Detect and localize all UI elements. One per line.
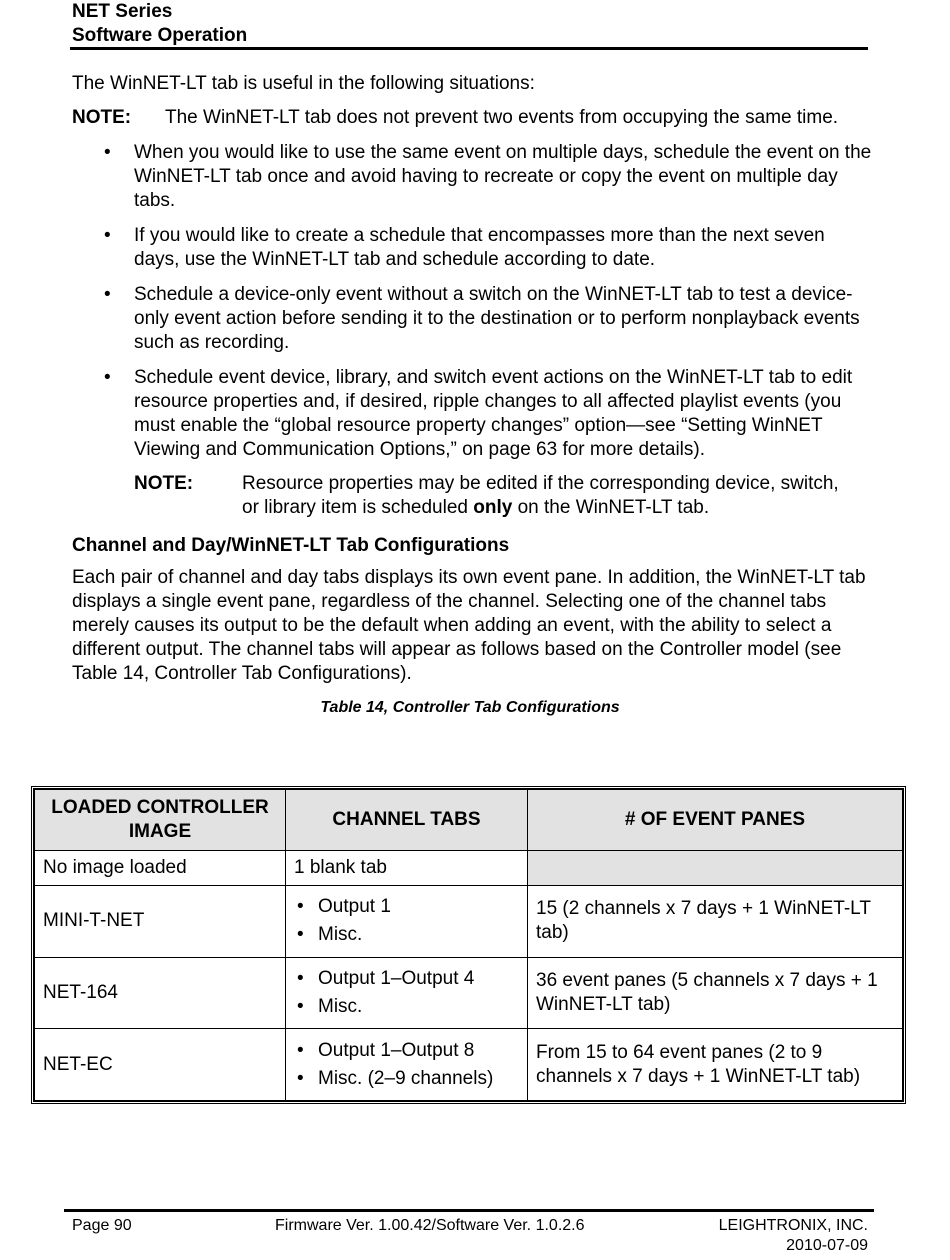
note-2-text-bold: only: [473, 497, 513, 518]
tab-item-text: Misc. (2–9 channels): [318, 1067, 494, 1089]
cell-panes: 36 event panes (5 channels x 7 days + 1 WinNET-LT tab): [528, 957, 903, 1029]
table-row: [35, 1029, 903, 1101]
list-item: [72, 141, 872, 213]
bullet-icon: •: [297, 1067, 304, 1089]
footer-rule: [64, 1209, 874, 1212]
section-paragraph: Each pair of channel and day tabs displays its own event pane. In addition, the WinNET-LT tab displays a single event pane, regardless of the channel. Selecting one of the channel tabs merely causes its output to be the default when adding an event, with the ability to select a different output. The channel tabs will appear as follows based on the Controller model (see Table 14, Controller Tab Configurations).: [72, 567, 866, 684]
table-caption: Table 14, Controller Tab Configurations: [320, 699, 620, 716]
list-item: [72, 366, 872, 462]
cell-image: NET-EC: [35, 1029, 286, 1101]
tab-list: [294, 1039, 519, 1091]
note-2-label: NOTE:: [134, 473, 194, 494]
note-1-label: NOTE:: [72, 107, 132, 128]
bullet-icon: •: [104, 225, 111, 246]
list-item: [294, 895, 519, 919]
list-item-text: Schedule event device, library, and switch event actions on the WinNET-LT tab to edit resource properties and, if desired, ripple changes to all affected playlist events (you must enable the “global resource property changes” option—see “Setting WinNET Viewing and Communication Options,” on page 63 for more details).: [134, 367, 853, 460]
tab-list: [294, 967, 519, 1019]
section-heading: Channel and Day/WinNET-LT Tab Configurations: [72, 535, 510, 556]
page-header: [72, 0, 868, 48]
cell-image: No image loaded: [35, 851, 286, 886]
header-loaded-image: LOADED CONTROLLER IMAGE: [35, 790, 286, 851]
table-header-row: [35, 790, 903, 851]
list-item-text: If you would like to create a schedule that encompasses more than the next seven days, use the WinNET-LT tab and schedule according to date.: [134, 225, 825, 270]
header-channel-tabs: CHANNEL TABS: [286, 790, 528, 851]
bullet-icon: •: [104, 367, 111, 388]
company-block: [719, 1216, 868, 1256]
note-2-text: [242, 472, 842, 520]
list-item: [294, 923, 519, 947]
cell-panes: [528, 851, 903, 886]
table-row: [35, 851, 903, 886]
header-series: NET Series: [72, 1, 173, 22]
situations-list: [72, 141, 872, 462]
note-1: [72, 106, 872, 130]
document-date: 2010-07-09: [786, 1237, 868, 1254]
list-item-text: Schedule a device-only event without a switch on the WinNET-LT tab to test a device-only event action before sending it to the destination or to perform nonplayback events such as recording.: [134, 284, 860, 353]
header-event-panes: # OF EVENT PANES: [528, 790, 903, 851]
cell-panes: From 15 to 64 event panes (2 to 9 channels x 7 days + 1 WinNET-LT tab): [528, 1029, 903, 1101]
main-content: [72, 72, 872, 718]
page-number: Page 90: [72, 1217, 132, 1234]
tab-list: [294, 895, 519, 947]
bullet-icon: •: [297, 896, 304, 918]
cell-tabs: 1 blank tab: [286, 851, 528, 886]
bullet-icon: •: [104, 142, 111, 163]
version-info: Firmware Ver. 1.00.42/Software Ver. 1.0.2.6: [275, 1217, 585, 1234]
table: [34, 789, 903, 1101]
bullet-icon: •: [297, 995, 304, 1017]
bullet-icon: •: [297, 1039, 304, 1061]
bullet-icon: •: [104, 284, 111, 305]
list-item: [294, 995, 519, 1019]
bullet-icon: •: [297, 924, 304, 946]
note-2-text-after: on the WinNET-LT tab.: [512, 497, 710, 518]
cell-tabs: [286, 1029, 528, 1101]
cell-image: MINI-T-NET: [35, 886, 286, 958]
intro-text: The WinNET-LT tab is useful in the following situations:: [72, 73, 535, 94]
cell-panes: 15 (2 channels x 7 days + 1 WinNET-LT tab): [528, 886, 903, 958]
company-name: LEIGHTRONIX, INC.: [718, 1217, 868, 1234]
tab-item-text: Misc.: [318, 995, 363, 1017]
list-item: [72, 224, 872, 272]
tab-item-text: Misc.: [318, 924, 363, 946]
table-row: [35, 957, 903, 1029]
note-1-text: The WinNET-LT tab does not prevent two events from occupying the same time.: [165, 107, 839, 128]
tab-item-text: Output 1–Output 4: [318, 967, 475, 989]
cell-tabs: [286, 886, 528, 958]
list-item: [72, 283, 872, 355]
bullet-icon: •: [297, 967, 304, 989]
table-row: [35, 886, 903, 958]
list-item-text: When you would like to use the same event on multiple days, schedule the event on the WinNET-LT tab once and avoid having to recreate or copy the event on multiple day tabs.: [134, 142, 872, 211]
list-item: [294, 1039, 519, 1063]
tab-item-text: Output 1–Output 8: [318, 1039, 475, 1061]
cell-image: NET-164: [35, 957, 286, 1029]
note-2: [134, 472, 872, 520]
list-item: [294, 1067, 519, 1091]
cell-tabs: [286, 957, 528, 1029]
list-item: [294, 967, 519, 991]
controller-tab-table: [31, 786, 906, 1104]
header-rule: [70, 47, 868, 50]
header-section: Software Operation: [72, 25, 248, 46]
note-2-text-before: Resource properties may be edited if the corresponding device, switch, or library item is scheduled: [242, 473, 839, 518]
tab-item-text: Output 1: [318, 896, 391, 918]
